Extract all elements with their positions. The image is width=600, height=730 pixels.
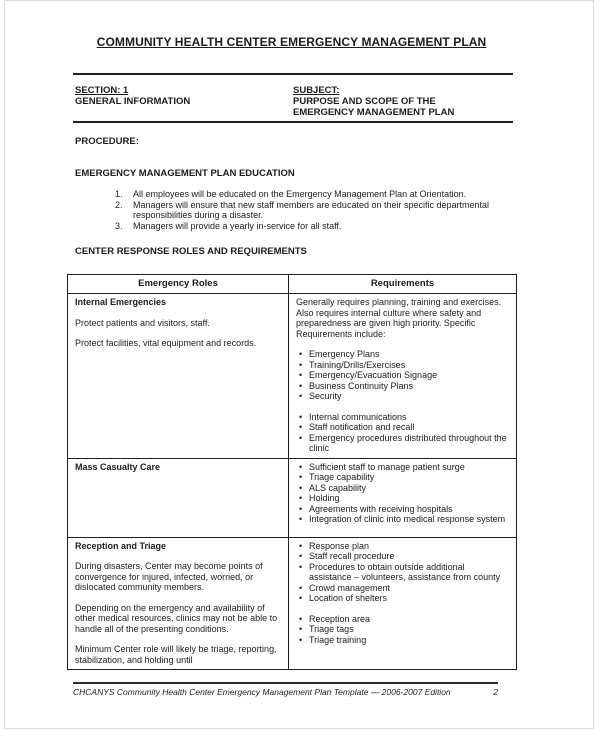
section-value: GENERAL INFORMATION (75, 96, 191, 107)
requirement-text: Emergency procedures distributed throughout the clinic (309, 432, 507, 453)
item-text: All employees will be educated on the Emergency Management Plan at Orientation. (133, 189, 467, 199)
bullet-icon: • (299, 359, 303, 370)
role-cell (68, 537, 289, 670)
header-divider-bottom (73, 121, 513, 123)
table-header-row (68, 275, 517, 294)
requirement-bullet (299, 360, 508, 371)
item-number: 1. (115, 189, 123, 199)
role-paragraph: Protect facilities, vital equipment and records. (75, 338, 257, 348)
requirement-bullet (299, 370, 508, 381)
section-column (75, 85, 293, 118)
bullet-icon: • (299, 551, 303, 561)
requirement-text: Triage capability (309, 472, 375, 482)
requirement-text: Location of shelters (309, 593, 388, 603)
role-title: Mass Casualty Care (75, 461, 161, 472)
role-title: Reception and Triage (75, 540, 167, 551)
requirement-text: Security (309, 391, 342, 401)
bullet-icon: • (299, 540, 303, 551)
bullet-icon: • (299, 411, 303, 422)
subject-column (293, 85, 513, 118)
bullet-icon: • (299, 503, 303, 514)
requirement-bullet (299, 614, 508, 625)
requirement-bullet (299, 472, 508, 483)
requirement-bullet (299, 635, 508, 646)
requirement-bullet (299, 462, 508, 473)
bullet-group-gap (296, 402, 508, 412)
requirement-text: Staff notification and recall (309, 422, 415, 432)
education-item (115, 189, 517, 200)
bullet-icon: • (299, 482, 303, 493)
bullet-icon: • (299, 582, 303, 593)
bullet-icon: • (299, 370, 303, 380)
item-number: 3. (115, 220, 123, 231)
bullet-icon: • (299, 461, 303, 472)
bullet-icon: • (299, 391, 303, 401)
bullet-icon: • (299, 422, 303, 432)
table-row (68, 537, 517, 670)
requirement-bullet (299, 514, 508, 525)
requirement-bullet (299, 541, 508, 552)
requirement-text: Holding (309, 493, 340, 503)
bullet-icon: • (299, 380, 303, 391)
bullet-icon: • (299, 624, 303, 634)
bullet-icon: • (299, 514, 303, 524)
bullet-icon: • (299, 613, 303, 624)
requirement-text: Business Continuity Plans (309, 380, 414, 391)
footer-note: CHCANYS Community Health Center Emergency Management Plan Template — 2006-2007 Edition (73, 687, 451, 697)
education-item (115, 221, 517, 232)
requirement-text: Training/Drills/Exercises (309, 359, 406, 370)
requirement-bullet (299, 493, 508, 504)
role-cell (68, 458, 289, 537)
requirement-bullet (299, 483, 508, 494)
bullet-icon: • (299, 349, 303, 359)
page-footer (73, 682, 498, 697)
page-number: 2 (493, 687, 498, 697)
requirement-bullet (299, 422, 508, 433)
table-header-requirements: Requirements (289, 275, 517, 294)
header-divider-top (73, 73, 513, 75)
bullet-group-gap (296, 604, 508, 614)
item-number: 2. (115, 199, 123, 210)
subject-line: PURPOSE AND SCOPE OF THE (293, 96, 436, 107)
roles-heading: CENTER RESPONSE ROLES AND REQUIREMENTS (75, 246, 307, 257)
bullet-icon: • (299, 432, 303, 443)
requirement-text: Integration of clinic into medical response system (309, 514, 506, 524)
role-title: Internal Emergencies (75, 297, 167, 307)
requirement-bullet (299, 504, 508, 515)
table-row (68, 458, 517, 537)
role-paragraph: Minimum Center role will likely be triage, reporting, stabilization, and holding until (75, 644, 277, 665)
requirement-bullet (299, 412, 508, 423)
requirements-cell (289, 537, 517, 670)
requirement-text: Staff recall procedure (309, 551, 395, 561)
requirement-bullet (299, 593, 508, 604)
role-cell (68, 294, 289, 459)
requirement-text: Internal communications (309, 411, 407, 422)
bullet-icon: • (299, 634, 303, 645)
requirement-intro: Generally requires planning, training and exercises. Also requires internal culture where safety and preparedness are given high priority. Specific Requirements include: (296, 297, 502, 339)
requirement-bullet (299, 433, 508, 454)
requirement-bullet (299, 562, 508, 583)
table-row (68, 294, 517, 459)
requirement-text: Crowd management (309, 582, 391, 593)
requirement-text: Triage tags (309, 624, 354, 634)
requirement-text: Sufficient staff to manage patient surge (309, 461, 465, 472)
role-paragraph: Depending on the emergency and availability of other medical resources, clinics may not be able to handle all of the presenting conditions. (75, 602, 278, 634)
requirement-bullet (299, 624, 508, 635)
education-item (115, 200, 517, 221)
requirement-text: Triage training (309, 634, 367, 645)
requirement-text: Agreements with receiving hospitals (309, 503, 453, 514)
item-text: Managers will ensure that new staff members are educated on their specific departmental responsibilities during a disaster. (133, 199, 490, 220)
item-text: Managers will provide a yearly in-service for all staff. (133, 220, 342, 231)
bullet-icon: • (299, 493, 303, 503)
response-roles-table (67, 274, 517, 670)
requirement-text: Response plan (309, 540, 370, 551)
requirement-bullet (299, 583, 508, 594)
requirement-text: ALS capability (309, 482, 367, 493)
table-header-emergency-roles: Emergency Roles (68, 275, 289, 294)
requirement-bullet (299, 381, 508, 392)
requirement-text: Reception area (309, 613, 371, 624)
subject-label: SUBJECT: (293, 85, 340, 96)
role-paragraph: During disasters, Center may become points of convergence for injured, infected, worried, or dislocated community members. (75, 561, 263, 592)
procedure-heading: PROCEDURE: (75, 136, 139, 147)
bullet-icon: • (299, 472, 303, 482)
education-list (115, 189, 517, 231)
document-title: COMMUNITY HEALTH CENTER EMERGENCY MANAGEMENT PLAN (96, 35, 487, 49)
subject-line: EMERGENCY MANAGEMENT PLAN (293, 107, 455, 118)
bullet-icon: • (299, 561, 303, 572)
section-subject-block (75, 85, 513, 118)
section-label: SECTION: 1 (75, 85, 129, 96)
requirement-text: Emergency/Evacuation Signage (309, 370, 438, 380)
bullet-icon: • (299, 593, 303, 603)
requirement-bullet (299, 391, 508, 402)
requirement-bullet (299, 349, 508, 360)
requirement-bullet (299, 551, 508, 562)
education-heading: EMERGENCY MANAGEMENT PLAN EDUCATION (75, 168, 295, 179)
role-paragraph: Protect patients and visitors, staff. (75, 317, 210, 328)
requirements-cell (289, 458, 517, 537)
requirements-cell (289, 294, 517, 459)
requirement-text: Emergency Plans (309, 349, 380, 359)
requirement-text: Procedures to obtain outside additional assistance – volunteers, assistance from county (309, 561, 501, 582)
